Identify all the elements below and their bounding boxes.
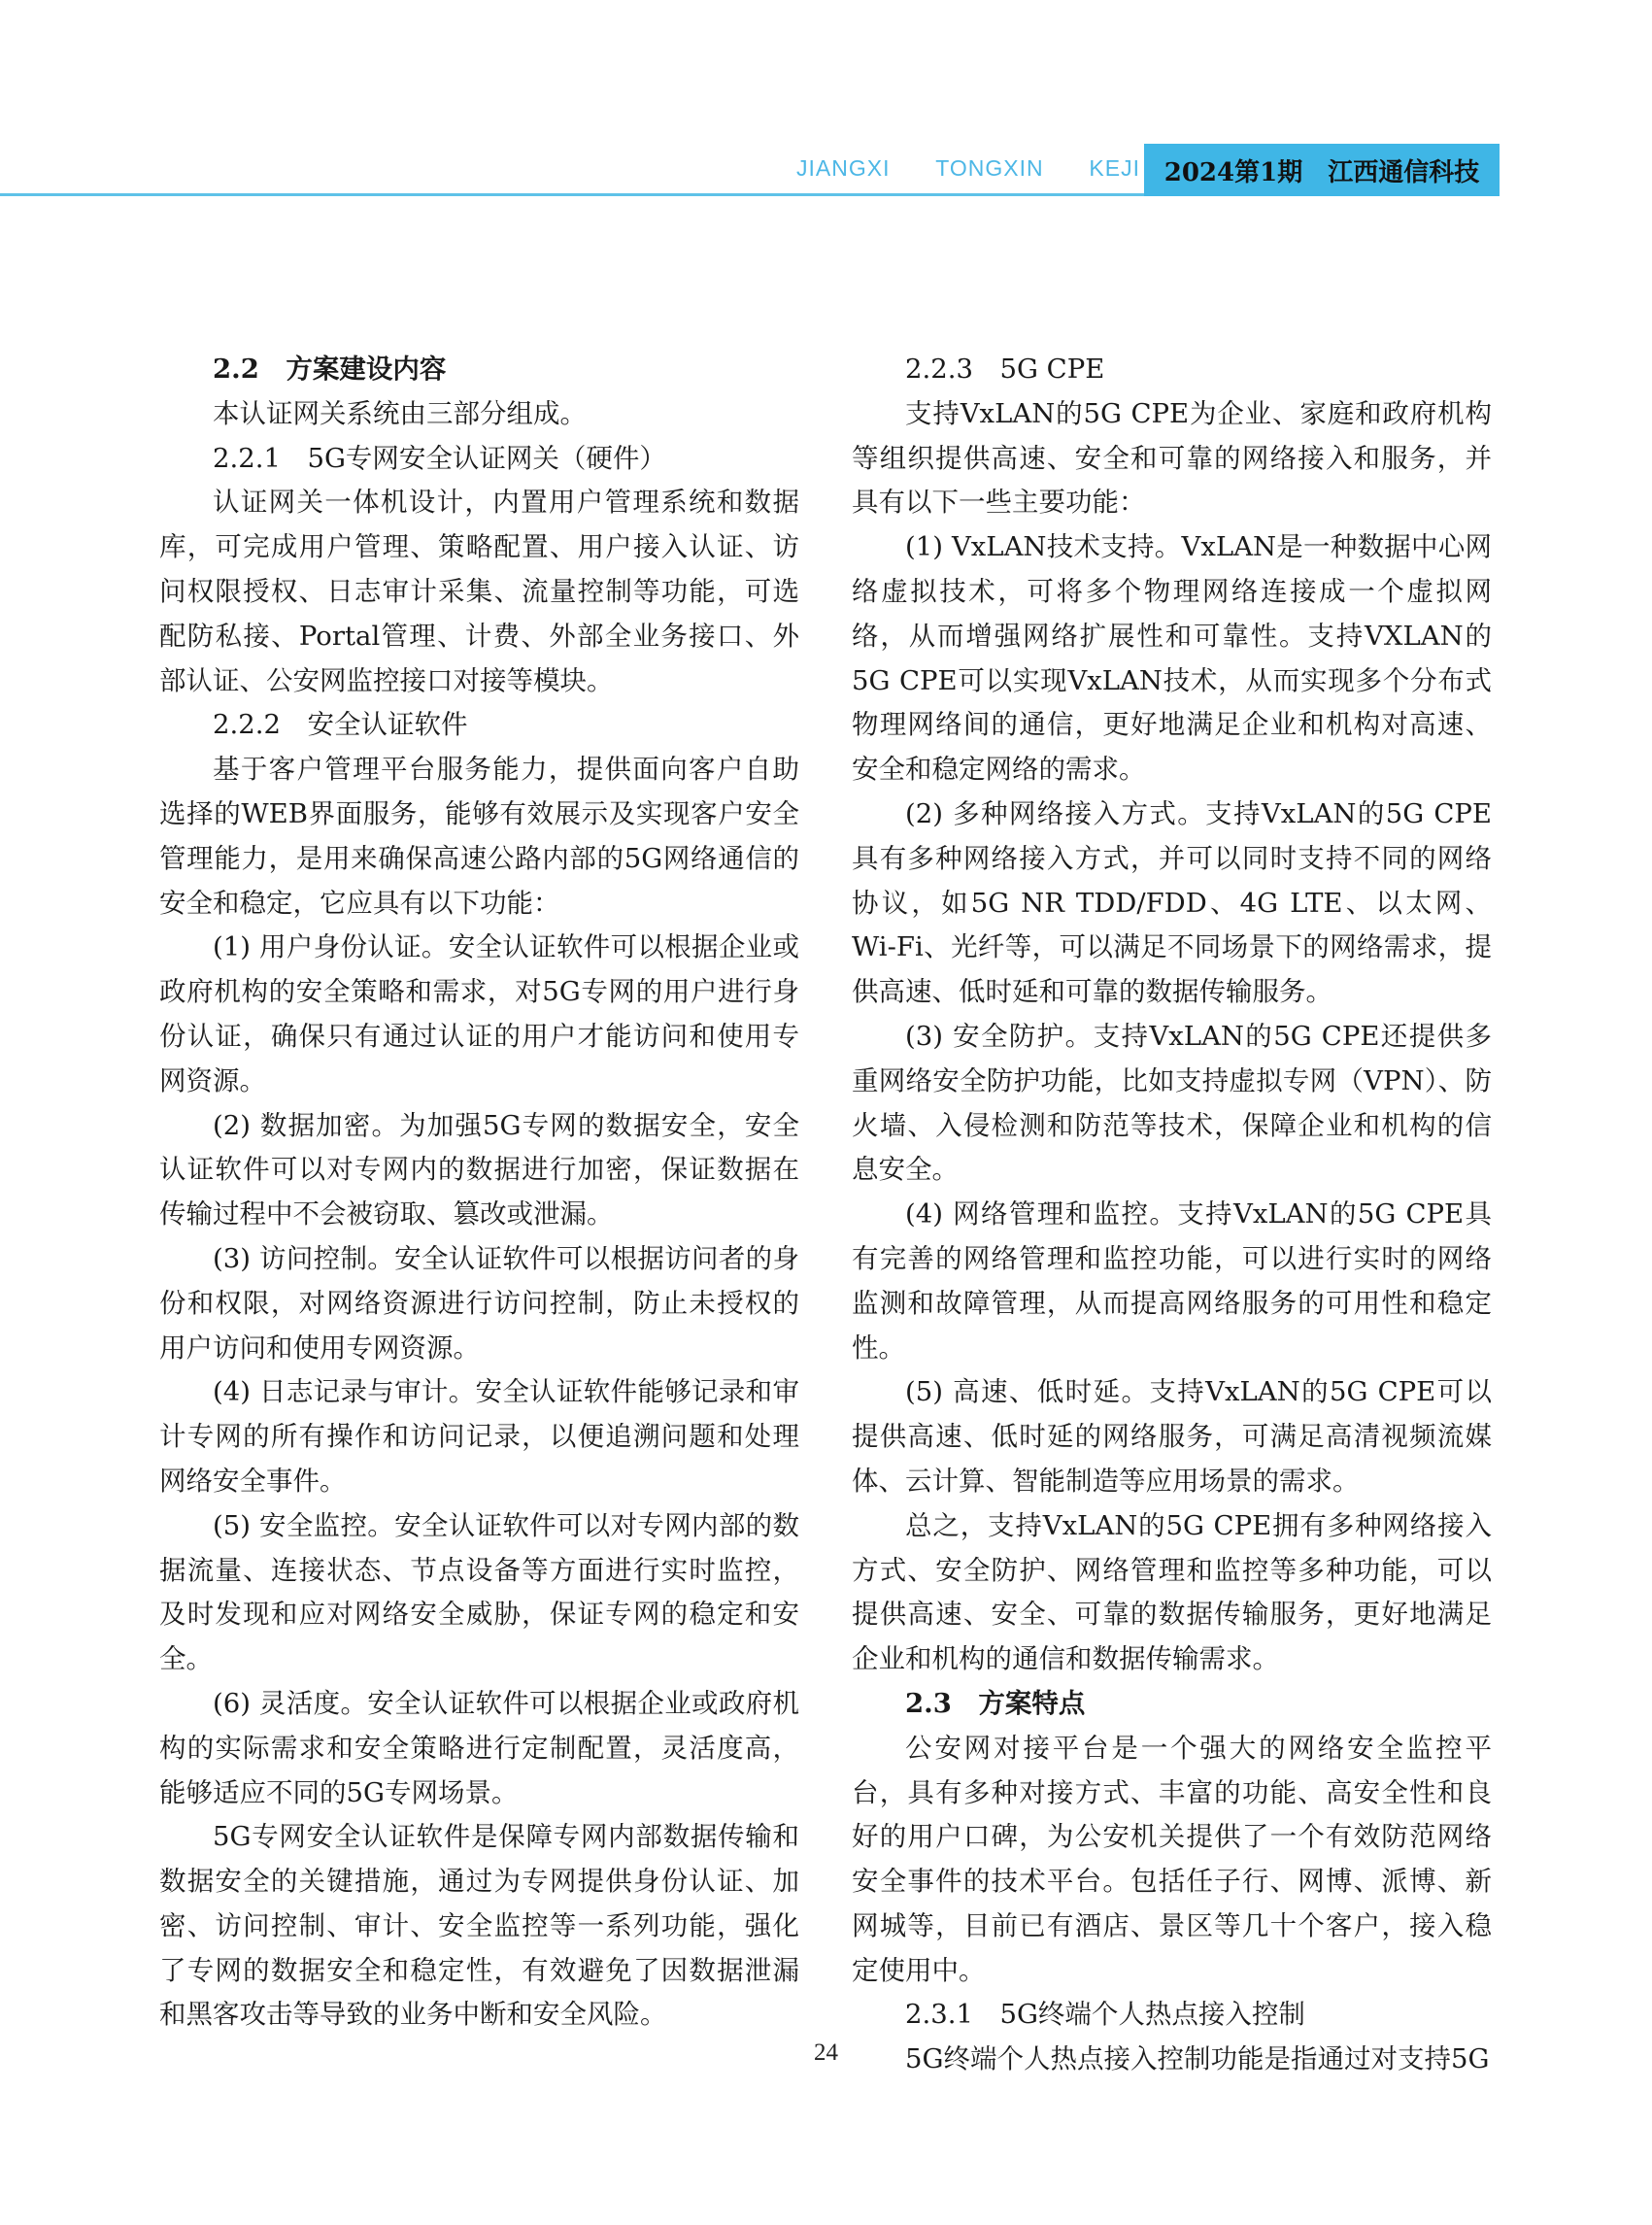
subsection-heading: 2.3.1 5G终端个人热点接入控制 — [905, 1999, 1305, 2031]
page-number: 24 — [814, 2040, 838, 2066]
body-paragraph: 认证网关一体机设计，内置用户管理系统和数据库，可完成用户管理、策略配置、用户接入认证、访问权限授权、日志审计采集、流量控制等功能，可选配防私接、Portal管理、计费、外部全业务接口、外部认证、公安网监控接口对接等模块。 — [159, 487, 799, 696]
subsection-heading: 2.2.3 5G CPE — [905, 354, 1105, 385]
header-en-word: JIANGXI — [796, 155, 891, 181]
subsection-heading: 2.2.2 安全认证软件 — [213, 709, 468, 741]
body-paragraph: (3) 访问控制。安全认证软件可以根据访问者的身份和权限，对网络资源进行访问控制，防止未授权的用户访问和使用专网资源。 — [159, 1242, 799, 1364]
body-paragraph: (5) 高速、低时延。支持VxLAN的5G CPE可以提供高速、低时延的网络服务，可满足高清视频流媒体、云计算、智能制造等应用场景的需求。 — [852, 1376, 1492, 1497]
header-en-word: KEJI — [1089, 155, 1140, 181]
body-paragraph: 公安网对接平台是一个强大的网络安全监控平台，具有多种对接方式、丰富的功能、高安全性和良好的用户口碑，为公安机关提供了一个有效防范网络安全事件的技术平台。包括任子行、网博、派博、新网城等，目前已有酒店、景区等几十个客户，接入稳定使用中。 — [852, 1732, 1492, 1986]
body-paragraph: 总之，支持VxLAN的5G CPE拥有多种网络接入方式、安全防护、网络管理和监控等多种功能，可以提供高速、安全、可靠的数据传输服务，更好地满足企业和机构的通信和数据传输需求。 — [852, 1509, 1492, 1675]
subsection-heading: 2.2.1 5G专网安全认证网关（硬件） — [213, 442, 666, 474]
header-en-word: TONGXIN — [935, 155, 1044, 181]
journal-name-english — [796, 155, 1140, 182]
left-text-column — [159, 348, 799, 2038]
body-paragraph: (6) 灵活度。安全认证软件可以根据企业或政府机构的实际需求和安全策略进行定制配置，灵活度高，能够适应不同的5G专网场景。 — [159, 1687, 799, 1808]
body-paragraph: (5) 安全监控。安全认证软件可以对专网内部的数据流量、连接状态、节点设备等方面进行实时监控，及时发现和应对网络安全威胁，保证专网的稳定和安全。 — [159, 1509, 799, 1675]
journal-title: 江西通信科技 — [1328, 157, 1480, 187]
body-paragraph: (4) 网络管理和监控。支持VxLAN的5G CPE具有完善的网络管理和监控功能，可以进行实时的网络监测和故障管理，从而提高网络服务的可用性和稳定性。 — [852, 1198, 1492, 1364]
issue-label: 2024第1期 — [1163, 157, 1303, 187]
body-paragraph: (1) VxLAN技术支持。VxLAN是一种数据中心网络虚拟技术，可将多个物理网络连接成一个虚拟网络，从而增强网络扩展性和可靠性。支持VXLAN的5G CPE可以实现VxLAN技术，从而实现多个分布式物理网络间的通信，更好地满足企业和机构对高速、安全和稳定网络的需求。 — [852, 531, 1492, 786]
body-paragraph: 本认证网关系统由三部分组成。 — [213, 397, 587, 429]
body-paragraph: 5G专网安全认证软件是保障专网内部数据传输和数据安全的关键措施，通过为专网提供身份认证、加密、访问控制、审计、安全监控等一系列功能，强化了专网的数据安全和稳定性，有效避免了因数据泄漏和黑客攻击等导致的业务中断和安全风险。 — [159, 1821, 799, 2031]
body-paragraph: (3) 安全防护。支持VxLAN的5G CPE还提供多重网络安全防护功能，比如支持虚拟专网（VPN）、防火墙、入侵检测和防范等技术，保障企业和机构的信息安全。 — [852, 1020, 1492, 1186]
body-paragraph: 5G终端个人热点接入控制功能是指通过对支持5G — [905, 2043, 1490, 2075]
body-paragraph: 基于客户管理平台服务能力，提供面向客户自助选择的WEB界面服务，能够有效展示及实现客户安全管理能力，是用来确保高速公路内部的5G网络通信的安全和稳定，它应具有以下功能： — [159, 754, 799, 919]
section-heading: 2.2 方案建设内容 — [213, 354, 447, 385]
section-heading: 2.3 方案特点 — [905, 1687, 1086, 1719]
right-text-column — [852, 348, 1492, 2082]
body-paragraph: (4) 日志记录与审计。安全认证软件能够记录和审计专网的所有操作和访问记录，以便追溯问题和处理网络安全事件。 — [159, 1376, 799, 1497]
body-paragraph: (2) 数据加密。为加强5G专网的数据安全，安全认证软件可以对专网内的数据进行加密，保证数据在传输过程中不会被窃取、篡改或泄漏。 — [159, 1109, 799, 1230]
body-paragraph: (2) 多种网络接入方式。支持VxLAN的5G CPE具有多种网络接入方式，并可以同时支持不同的网络协议，如5G NR TDD/FDD、4G LTE、以太网、Wi-Fi、光纤等，可以满足不同场景下的网络需求，提供高速、低时延和可靠的数据传输服务。 — [852, 797, 1492, 1008]
body-paragraph: 支持VxLAN的5G CPE为企业、家庭和政府机构等组织提供高速、安全和可靠的网络接入和服务，并具有以下一些主要功能： — [852, 397, 1492, 519]
issue-banner — [1144, 144, 1500, 196]
body-paragraph: (1) 用户身份认证。安全认证软件可以根据企业或政府机构的安全策略和需求，对5G专网的用户进行身份认证，确保只有通过认证的用户才能访问和使用专网资源。 — [159, 931, 799, 1096]
